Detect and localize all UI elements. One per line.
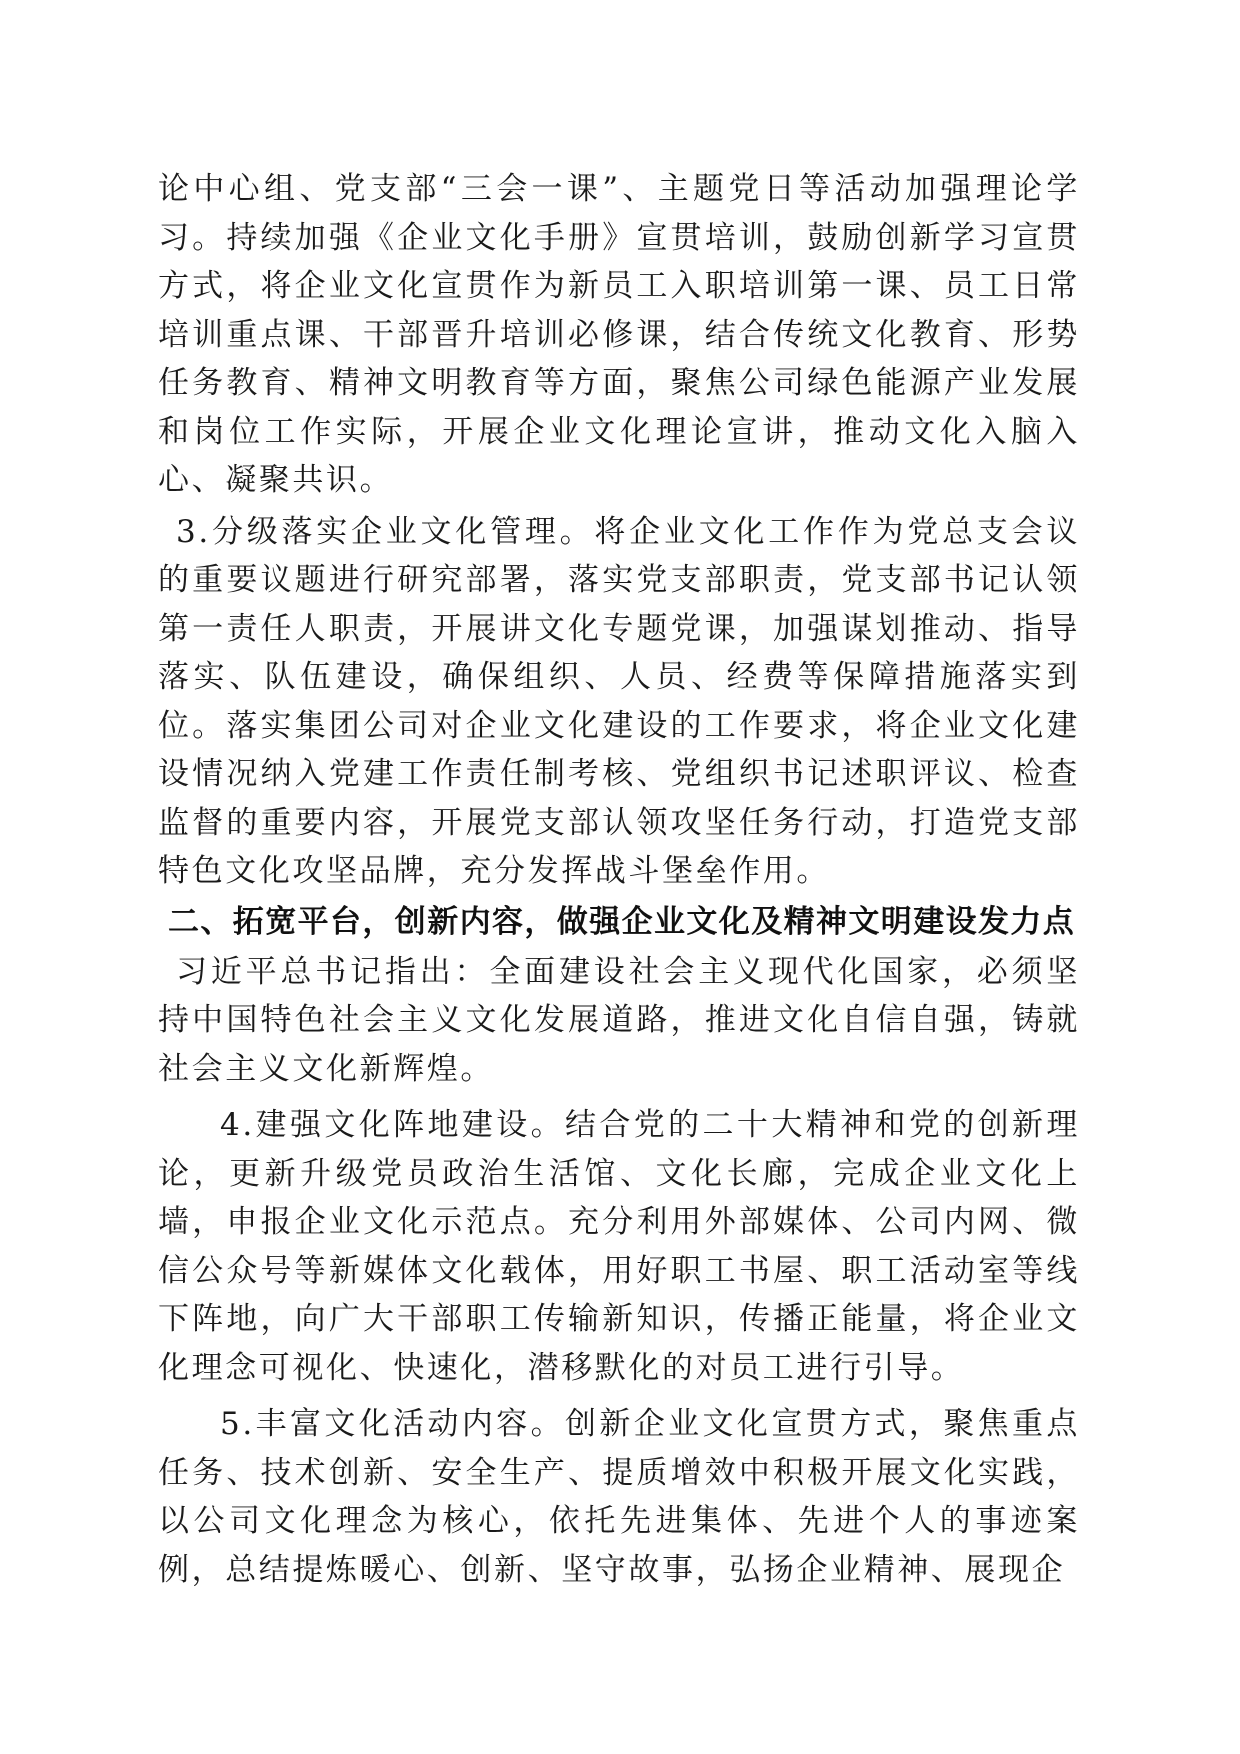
- paragraph-quote: 习近平总书记指出：全面建设社会主义现代化国家，必须坚持中国特色社会主义文化发展道路，推进文化自信自强，铸就社会主义文化新辉煌。: [158, 953, 1080, 1087]
- paragraph-theory-study: 论中心组、党支部“三会一课”、主题党日等活动加强理论学习。持续加强《企业文化手册》宣贯培训，鼓励创新学习宣贯方式，将企业文化宣贯作为新员工入职培训第一课、员工日常培训重点课、干部晋升培训必修课，结合传统文化教育、形势任务教育、精神文明教育等方面，聚焦公司绿色能源产业发展和岗位工作实际，开展企业文化理论宣讲，推动文化入脑入心、凝聚共识。: [158, 171, 1080, 498]
- paragraph-item-3-culture-management: 3.分级落实企业文化管理。将企业文化工作作为党总支会议的重要议题进行研究部署，落实党支部职责，党支部书记认领第一责任人职责，开展讲文化专题党课，加强谋划推动、指导落实、队伍建设，确保组织、人员、经费等保障措施落实到位。落实集团公司对企业文化建设的工作要求，将企业文化建设情况纳入党建工作责任制考核、党组织书记述职评议、检查监督的重要内容，开展党支部认领攻坚任务行动，打造党支部特色文化攻坚品牌，充分发挥战斗堡垒作用。: [158, 513, 1080, 889]
- paragraph-item-4-culture-position: 4.建强文化阵地建设。结合党的二十大精神和党的创新理论，更新升级党员政治生活馆、文化长廊，完成企业文化上墙，申报企业文化示范点。充分利用外部媒体、公司内网、微信公众号等新媒体文化载体，用好职工书屋、职工活动室等线下阵地，向广大干部职工传输新知识，传播正能量，将企业文化理念可视化、快速化，潜移默化的对员工进行引导。: [158, 1107, 1080, 1386]
- section-heading-2: 二、拓宽平台，创新内容，做强企业文化及精神文明建设发力点: [168, 903, 1076, 940]
- document-body: [158, 165, 1080, 1594]
- paragraph-item-5-culture-activities: 5.丰富文化活动内容。创新企业文化宣贯方式，聚焦重点任务、技术创新、安全生产、提质增效中积极开展文化实践，以公司文化理念为核心，依托先进集体、先进个人的事迹案例，总结提炼暖心、创新、坚守故事，弘扬企业精神、展现企: [158, 1406, 1080, 1588]
